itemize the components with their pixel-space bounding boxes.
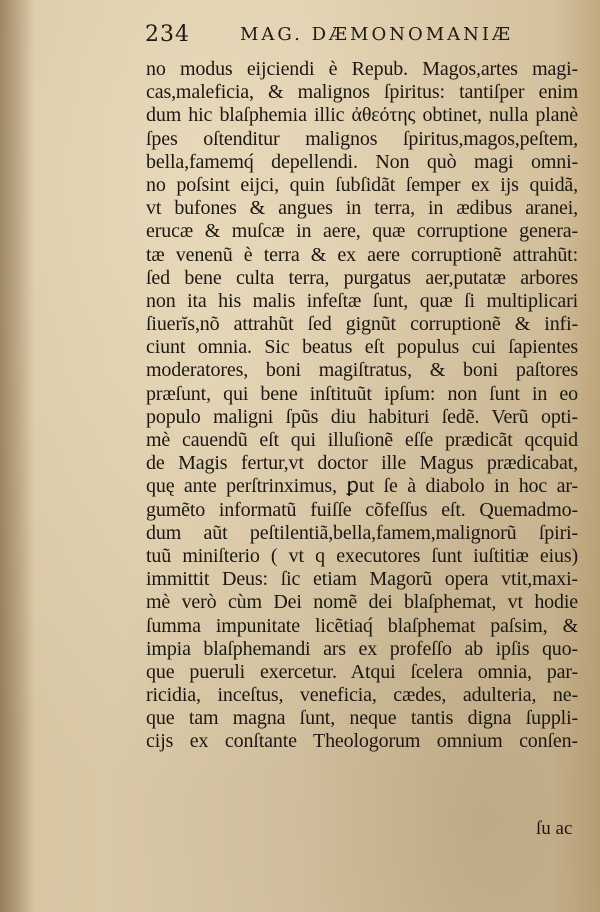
text-line: tæ venenũ è terra & ex aere corruptionẽ attrahũt:: [146, 243, 578, 266]
text-line: ſumma impunitate licẽtiaq́ blaſphemat paſsim, &: [146, 614, 578, 637]
text-line: populo maligni ſpũs diu habituri ſedẽ. Verũ opti-: [146, 405, 578, 428]
text-line: tuũ miniſterio ( vt q executores ſunt iuſtitiæ eius): [146, 544, 578, 567]
text-line: ricidia, inceſtus, veneficia, cædes, adulteria, ne-: [146, 684, 578, 707]
text-line: gumẽto informatũ fuiſſe cõfeſſus eſt. Quemadmo-: [146, 498, 578, 521]
text-line: cĳs ex conſtante Theologorum omnium conſen-: [146, 730, 578, 753]
text-line: de Magis fertur,vt doctor ille Magus prædicabat,: [146, 452, 578, 475]
text-line: non ita his malis infeſtæ ſunt, quæ ſi multiplicari: [146, 289, 578, 312]
text-line: immittit Deus: ſic etiam Magorũ opera vtit,maxi-: [146, 568, 578, 591]
text-line: erucæ & muſcæ in aere, quæ corruptione genera-: [146, 220, 578, 243]
text-line: dum aũt peſtilentiã,bella,famem,malignorũ ſpiri-: [146, 521, 578, 544]
text-line: cas,maleficia, & malignos ſpiritus: tantiſper enim: [146, 81, 578, 104]
body-text: [146, 58, 578, 754]
text-line: ſed bene culta terra, purgatus aer,putatæ arbores: [146, 266, 578, 289]
page-header: [145, 22, 565, 54]
text-line: bella,famemq́ depellendi. Non quò magi omni-: [146, 150, 578, 173]
folio-number: 234: [145, 22, 190, 47]
text-line: no modus eĳciendi è Repub. Magos,artes magi-: [146, 58, 578, 80]
text-line: moderatores, boni magiſtratus, & boni paſtores: [146, 359, 578, 382]
text-line: mè verò cùm Dei nomẽ dei blaſphemat, vt hodie: [146, 591, 578, 614]
text-line: ſiuerĭs,nõ attrahũt ſed gignũt corruptionẽ & infi-: [146, 313, 578, 336]
text-line: que tam magna ſunt, neque tantis digna ſuppli-: [146, 707, 578, 730]
text-line: dum hic blaſphemia illic ἀθεότης obtinet, nulla planè: [146, 104, 578, 127]
text-line: mè cauendũ eſt qui illuſionẽ eſſe prædicãt qcquid: [146, 429, 578, 451]
catchword: ſu ac: [536, 818, 573, 839]
running-title: MAG. DÆMONOMANIÆ: [240, 24, 514, 45]
text-line: que pueruli exercetur. Atqui ſcelera omnia, par-: [146, 660, 578, 683]
text-line: præſunt, qui bene inſtituũt ipſum: non ſunt in eo: [146, 382, 578, 405]
text-line: ciunt omnia. Sic beatus eſt populus cui ſapientes: [146, 336, 578, 359]
text-line: impia blaſphemandi ars ex profeſſo ab ipſis quo-: [146, 637, 578, 660]
text-line: quę ante perſtrinximus, ꝑut ſe à diabolo in hoc ar-: [146, 475, 578, 498]
text-line: no poſsint eĳci, quin ſubſidãt ſemper ex ĳs quidã,: [146, 173, 578, 196]
text-line: vt bufones & angues in terra, in ædibus aranei,: [146, 197, 578, 220]
text-line: ſpes oſtenditur malignos ſpiritus,magos,peſtem,: [146, 127, 578, 150]
